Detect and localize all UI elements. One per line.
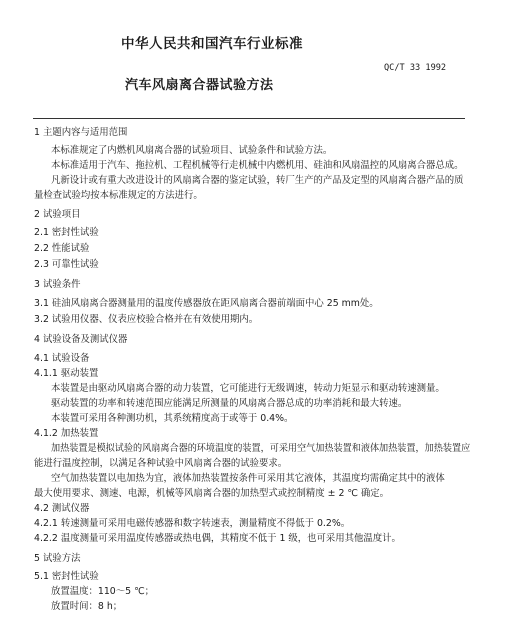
list-item: 放置时间：8 h； <box>51 601 123 612</box>
paragraph: 空气加热装置以电加热为宜，液体加热装置按条件可采用其它液体，其温度均需确定其中的液体 <box>51 473 445 484</box>
paragraph: 驱动装置的功率和转速范围应能满足所测量的风扇离合器总成的功率消耗和最大转速。 <box>51 398 408 409</box>
list-item: 3.2 试验用仪器、仪表应校验合格并在有效使用期内。 <box>34 314 259 325</box>
paragraph: 凡新设计或有重大改进设计的风扇离合器的鉴定试验，转厂生产的产品及定型的风扇离合器产品的质 <box>51 175 464 186</box>
list-item: 2.2 性能试验 <box>34 243 90 254</box>
paragraph: 本标准规定了内燃机风扇离合器的试验项目、试验条件和试验方法。 <box>51 145 333 156</box>
paragraph: 本装置可采用各种测功机，其系统精度高于或等于 0.4%。 <box>51 413 294 424</box>
paragraph: 能进行温度控制，以满足各种试验中风扇离合器的试验要求。 <box>34 458 288 469</box>
document-title: 汽车风扇离合器试验方法 <box>125 78 274 93</box>
section-1-title: 1 主题内容与适用范围 <box>34 127 128 138</box>
header-rule <box>33 118 465 119</box>
section-5-title: 5 试验方法 <box>34 553 81 564</box>
paragraph: 本装置是由驱动风扇离合器的动力装置，它可能进行无级调速，转动力矩显示和驱动转速测量。 <box>51 383 445 394</box>
subsection-title: 5.1 密封性试验 <box>34 571 99 582</box>
section-2-title: 2 试验项目 <box>34 209 81 220</box>
list-item: 2.1 密封性试验 <box>34 227 99 238</box>
section-3-title: 3 试验条件 <box>34 279 81 290</box>
paragraph: 量检查试验均按本标准规定的方法进行。 <box>34 190 203 201</box>
list-item: 放置温度：110～5 ℃； <box>51 586 154 597</box>
paragraph: 4.2.2 温度测量可采用温度传感器或热电偶，其精度不低于 1 级，也可采用其他温度计。 <box>34 533 401 544</box>
standard-code: QC/T 33 1992 <box>384 63 447 73</box>
paragraph: 最大使用要求、测速、电源，机械等风扇离合器的加热型式或控制精度 ± 2 ℃ 确定。 <box>34 488 390 499</box>
list-item: 3.1 硅油风扇离合器测量用的温度传感器放在距风扇离合器前端面中心 25 mm处。 <box>34 298 379 309</box>
paragraph: 4.2.1 转速测量可采用电磁传感器和数字转速表，测量精度不得低于 0.2%。 <box>34 518 351 529</box>
list-item: 2.3 可靠性试验 <box>34 259 99 270</box>
paragraph: 加热装置是模拟试验的风扇离合器的环境温度的装置，可采用空气加热装置和液体加热装置，加热装置应 <box>51 443 471 454</box>
subsection-title: 4.1 试验设备 <box>34 353 90 364</box>
standard-organization: 中华人民共和国汽车行业标准 <box>121 36 303 52</box>
paragraph: 本标准适用于汽车、拖拉机、工程机械等行走机械中内燃机用、硅油和风扇温控的风扇离合器总成。 <box>51 160 464 171</box>
subsection-title: 4.2 测试仪器 <box>34 503 90 514</box>
section-4-title: 4 试验设备及测试仪器 <box>34 334 128 345</box>
subsection-title: 4.1.2 加热装置 <box>34 428 99 439</box>
subsection-title: 4.1.1 驱动装置 <box>34 368 99 379</box>
